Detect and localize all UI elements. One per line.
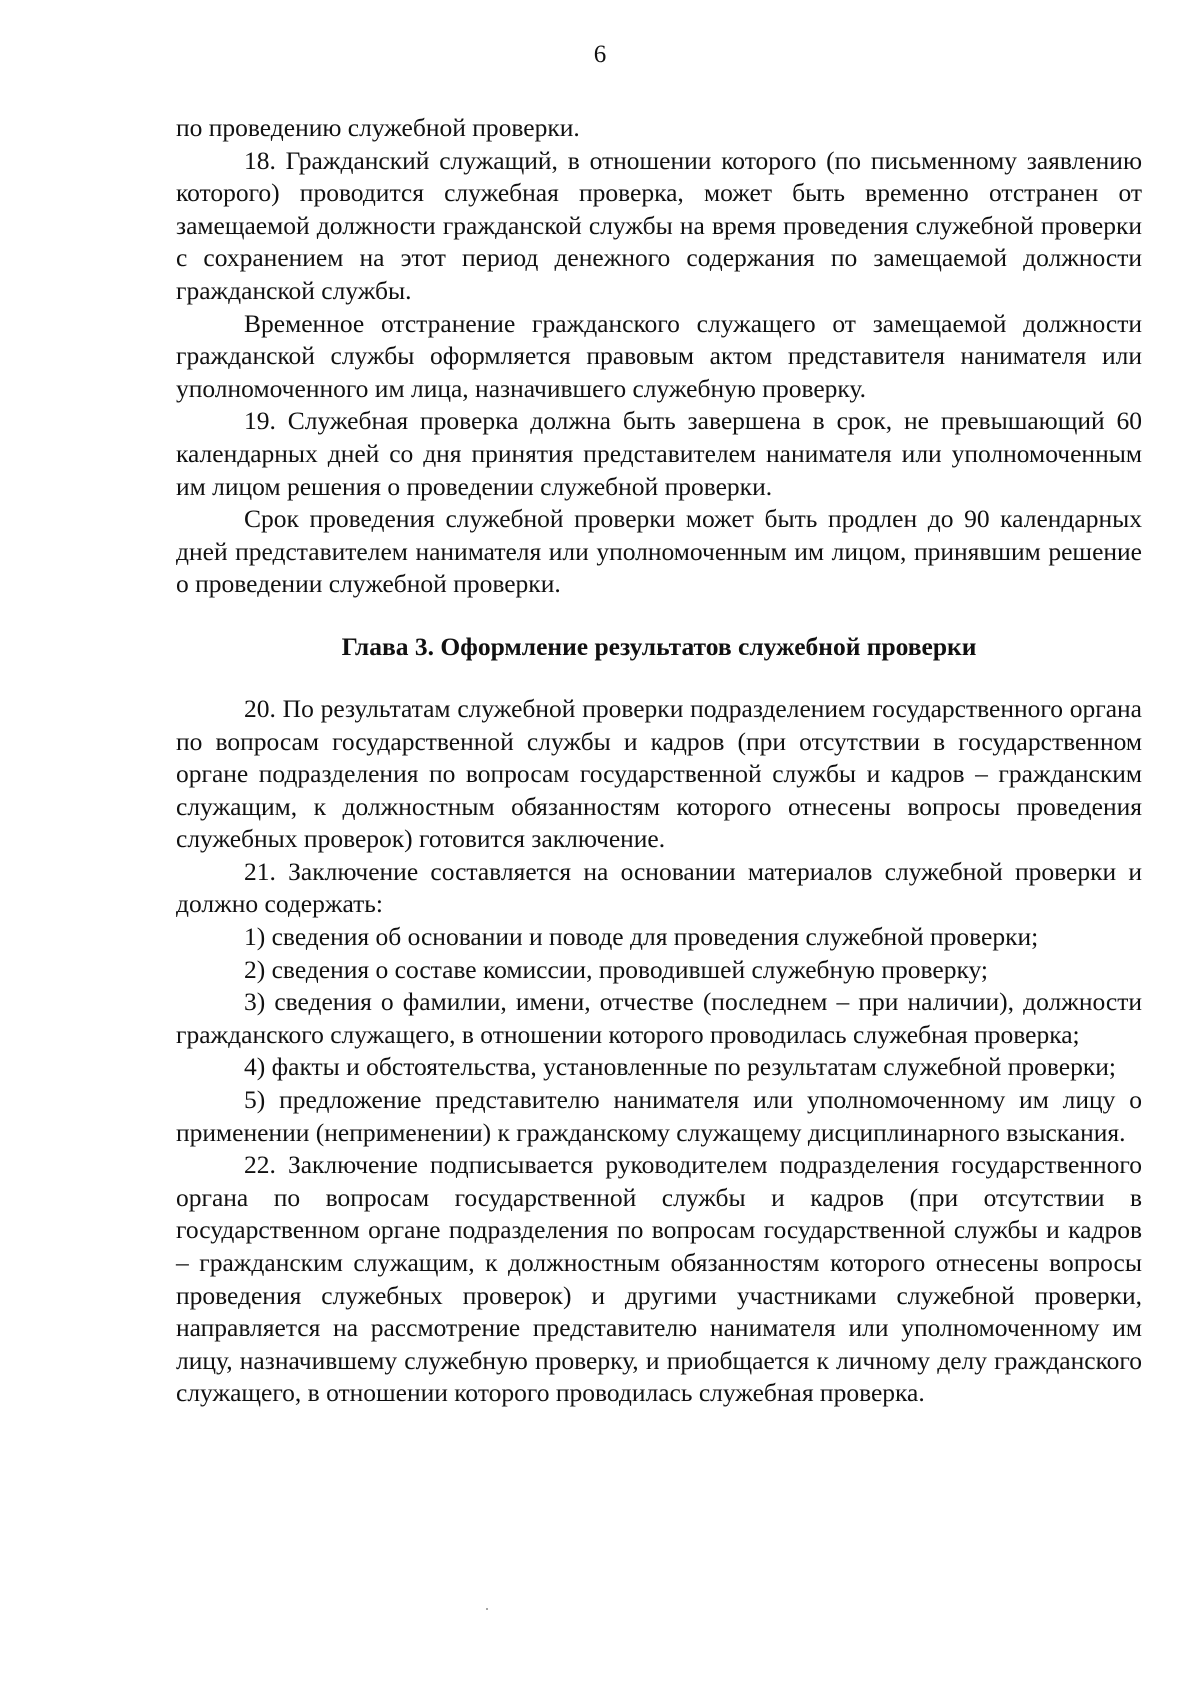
paragraph: 21. Заключение составляется на основании материалов служебной проверки и должно содержать: [176,856,1142,919]
chapter-title: Глава 3. Оформление результатов служебной проверки [341,631,977,661]
paragraph: 2) сведения о составе комиссии, проводившей служебную проверку; [244,954,988,984]
paragraph: по проведению служебной проверки. [176,113,580,142]
paragraph: 19. Служебная проверка должна быть завершена в срок, не превышающий 60 календарных дней со дня принятия представителем нанимателя или уполномоченным им лицом решения о проведении служебной проверки. [176,406,1142,501]
paragraph: 20. По результатам служебной проверки подразделением государственного органа по вопросам государственной службы и кадров (при отсутствии в государственном органе подразделения по вопросам государственной службы и кадров – гражданским служащим, к должностным обязанностям которого отнесены вопросы проведения служебных проверок) готовится заключение. [176,693,1142,854]
document-body [176,112,1142,1410]
paragraphs-before-chapter [176,112,1142,601]
paragraphs-after-chapter [176,693,1142,1410]
paragraph: Временное отстранение гражданского служащего от замещаемой должности гражданской службы оформляется правовым актом представителя нанимателя или уполномоченного им лица, назначившего служебную проверку. [176,308,1142,403]
paragraph: 18. Гражданский служащий, в отношении которого (по письменному заявлению которого) проводится служебная проверка, может быть временно отстранен от замещаемой должности гражданской службы на время проведения служебной проверки с сохранением на этот период денежного содержания по замещаемой должности гражданской службы. [176,145,1142,305]
paragraph: 1) сведения об основании и поводе для проведения служебной проверки; [244,922,1039,952]
paragraph: 4) факты и обстоятельства, установленные по результатам служебной проверки; [244,1052,1116,1082]
page-number: 6 [593,41,607,68]
paragraph: 3) сведения о фамилии, имени, отчестве (последнем – при наличии), должности гражданского служащего, в отношении которого проводилась служебная проверка; [176,987,1142,1049]
paragraph: 5) предложение представителю нанимателя или уполномоченному им лицу о применении (неприменении) к гражданскому служащему дисциплинарного взыскания. [176,1085,1142,1147]
paragraph: Срок проведения служебной проверки может быть продлен до 90 календарных дней представителем нанимателя или уполномоченным им лицом, принявшим решение о проведении служебной проверки. [176,504,1142,599]
scan-speck [486,1608,488,1610]
paragraph: 22. Заключение подписывается руководителем подразделения государственного органа по вопросам государственной службы и кадров (при отсутствии в государственном органе подразделения по вопросам государственной службы и кадров – гражданским служащим, к должностным обязанностям которого отнесены вопросы проведения служебных проверок) и другими участниками служебной проверки, направляется на рассмотрение представителю нанимателя или уполномоченному им лицу, назначившему служебную проверку, и приобщается к личному делу гражданского служащего, в отношении которого проводилась служебная проверка. [176,1150,1142,1408]
